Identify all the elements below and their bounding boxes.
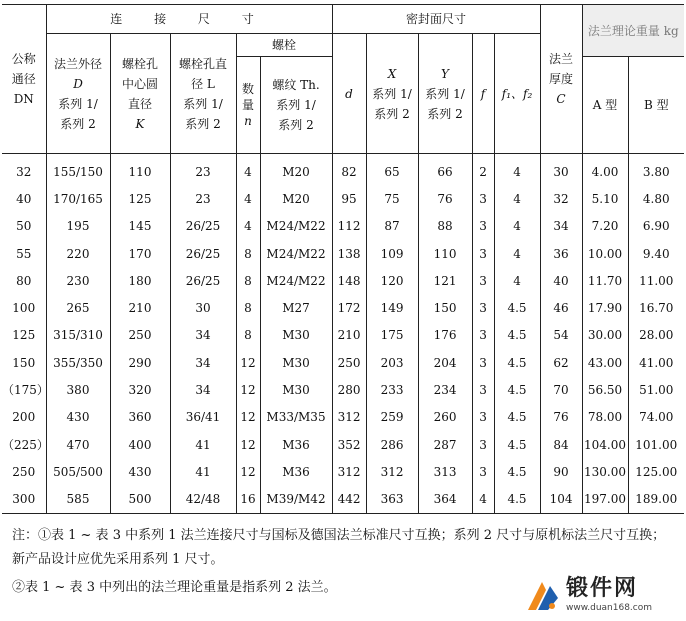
- cell-dn: 32: [16, 164, 32, 179]
- cell-thickness: 36: [540, 240, 582, 267]
- cell-seal-f: 3: [472, 376, 494, 403]
- cell-seal-d: 172: [332, 294, 366, 321]
- cell-dn: 200: [12, 410, 36, 425]
- cell-bolt-hole: 34: [170, 376, 236, 403]
- cell-bolt-circle: 145: [110, 213, 170, 240]
- cell-dn: 100: [12, 301, 36, 316]
- cell-seal-d: 250: [332, 349, 366, 376]
- cell-seal-x: 149: [366, 294, 418, 321]
- logo-name: 锻件网: [566, 576, 639, 601]
- cell-seal-x: 75: [366, 185, 418, 212]
- cell-seal-y: 110: [418, 240, 472, 267]
- cell-seal-f: 3: [472, 294, 494, 321]
- cell-thickness: 40: [540, 267, 582, 294]
- flange-spec-table: [2, 4, 684, 514]
- cell-bolt-qty: 8: [236, 267, 260, 294]
- table-row: [2, 404, 684, 431]
- cell-seal-d: 210: [332, 322, 366, 349]
- cell-weight-b: 51.00: [628, 376, 684, 403]
- cell-seal-f12: 4: [494, 213, 540, 240]
- cell-weight-a: 130.00: [582, 458, 628, 485]
- cell-dn: （175）: [2, 383, 49, 398]
- cell-seal-f: 3: [472, 349, 494, 376]
- table-row: [2, 240, 684, 267]
- cell-dn: 40: [16, 191, 32, 206]
- cell-seal-f: 3: [472, 240, 494, 267]
- table-row: [2, 267, 684, 294]
- cell-bolt-hole: 36/41: [170, 404, 236, 431]
- cell-dn: 50: [16, 219, 32, 234]
- cell-seal-d: 112: [332, 213, 366, 240]
- cell-weight-b: 6.90: [628, 213, 684, 240]
- site-logo: [522, 576, 684, 616]
- cell-bolt-hole: 41: [170, 431, 236, 458]
- cell-seal-f: 3: [472, 322, 494, 349]
- cell-seal-f: 3: [472, 213, 494, 240]
- logo-mark-icon: [522, 576, 562, 616]
- cell-flange-od: 155/150: [46, 154, 110, 186]
- cell-weight-a: 43.00: [582, 349, 628, 376]
- cell-bolt-thread: M20: [260, 185, 332, 212]
- cell-bolt-qty: 4: [236, 154, 260, 186]
- cell-seal-d: 280: [332, 376, 366, 403]
- cell-bolt-circle: 500: [110, 486, 170, 514]
- cell-bolt-qty: 4: [236, 185, 260, 212]
- header-flange-od: 法兰外径 D 系列 1/ 系列 2: [46, 34, 110, 154]
- cell-weight-b: 189.00: [628, 486, 684, 514]
- cell-seal-f12: 4.5: [494, 349, 540, 376]
- header-thickness: 法兰 厚度 C: [540, 5, 582, 154]
- cell-flange-od: 380: [46, 376, 110, 403]
- cell-weight-a: 5.10: [582, 185, 628, 212]
- cell-thickness: 90: [540, 458, 582, 485]
- cell-seal-y: 76: [418, 185, 472, 212]
- cell-flange-od: 170/165: [46, 185, 110, 212]
- cell-flange-od: 430: [46, 404, 110, 431]
- cell-seal-d: 312: [332, 458, 366, 485]
- table-row: [2, 322, 684, 349]
- table-body: [2, 154, 684, 514]
- cell-weight-b: 3.80: [628, 154, 684, 186]
- table-row: [2, 349, 684, 376]
- cell-seal-d: 312: [332, 404, 366, 431]
- table-row: [2, 185, 684, 212]
- cell-bolt-circle: 110: [110, 154, 170, 186]
- cell-seal-x: 87: [366, 213, 418, 240]
- cell-flange-od: 315/310: [46, 322, 110, 349]
- cell-seal-f: 3: [472, 431, 494, 458]
- cell-seal-y: 364: [418, 486, 472, 514]
- cell-seal-f12: 4: [494, 154, 540, 186]
- cell-weight-b: 101.00: [628, 431, 684, 458]
- cell-seal-f12: 4.5: [494, 322, 540, 349]
- cell-bolt-thread: M39/M42: [260, 486, 332, 514]
- cell-seal-f: 3: [472, 185, 494, 212]
- header-seal-group: 密封面尺寸: [332, 5, 540, 34]
- cell-bolt-qty: 4: [236, 213, 260, 240]
- table-row: [2, 486, 684, 514]
- cell-bolt-thread: M24/M22: [260, 240, 332, 267]
- cell-weight-b: 16.70: [628, 294, 684, 321]
- cell-bolt-hole: 30: [170, 294, 236, 321]
- cell-bolt-circle: 320: [110, 376, 170, 403]
- cell-seal-f12: 4: [494, 185, 540, 212]
- cell-seal-f12: 4.5: [494, 458, 540, 485]
- cell-thickness: 62: [540, 349, 582, 376]
- cell-bolt-hole: 34: [170, 349, 236, 376]
- cell-bolt-circle: 250: [110, 322, 170, 349]
- cell-dn: （225）: [2, 437, 49, 452]
- cell-bolt-hole: 26/25: [170, 213, 236, 240]
- cell-seal-x: 233: [366, 376, 418, 403]
- cell-thickness: 104: [540, 486, 582, 514]
- cell-seal-d: 352: [332, 431, 366, 458]
- cell-thickness: 34: [540, 213, 582, 240]
- cell-dn: 250: [12, 464, 36, 479]
- cell-flange-od: 470: [46, 431, 110, 458]
- header-x: X 系列 1/ 系列 2: [366, 34, 418, 154]
- header-bolt-thread: 螺纹 Th. 系列 1/ 系列 2: [260, 57, 332, 154]
- cell-seal-f: 3: [472, 267, 494, 294]
- cell-bolt-circle: 125: [110, 185, 170, 212]
- cell-seal-y: 88: [418, 213, 472, 240]
- cell-bolt-qty: 12: [236, 458, 260, 485]
- cell-bolt-hole: 41: [170, 458, 236, 485]
- cell-seal-f12: 4.5: [494, 431, 540, 458]
- cell-seal-f12: 4.5: [494, 376, 540, 403]
- cell-flange-od: 585: [46, 486, 110, 514]
- cell-thickness: 84: [540, 431, 582, 458]
- table-row: [2, 376, 684, 403]
- cell-flange-od: 220: [46, 240, 110, 267]
- cell-bolt-thread: M30: [260, 349, 332, 376]
- cell-seal-y: 176: [418, 322, 472, 349]
- cell-flange-od: 195: [46, 213, 110, 240]
- header-bolt-qty: 数 量 n: [236, 57, 260, 154]
- cell-weight-b: 74.00: [628, 404, 684, 431]
- cell-seal-d: 95: [332, 185, 366, 212]
- table-row: [2, 213, 684, 240]
- cell-weight-b: 11.00: [628, 267, 684, 294]
- table-row: [2, 458, 684, 485]
- cell-weight-a: 4.00: [582, 154, 628, 186]
- cell-seal-y: 287: [418, 431, 472, 458]
- cell-seal-x: 312: [366, 458, 418, 485]
- cell-flange-od: 230: [46, 267, 110, 294]
- cell-flange-od: 505/500: [46, 458, 110, 485]
- cell-seal-f: 4: [472, 486, 494, 514]
- cell-thickness: 30: [540, 154, 582, 186]
- header-nominal-diameter: 公称 通径 DN: [2, 5, 46, 154]
- header-f: f: [472, 34, 494, 154]
- cell-bolt-hole: 34: [170, 322, 236, 349]
- cell-seal-x: 259: [366, 404, 418, 431]
- cell-bolt-qty: 8: [236, 240, 260, 267]
- cell-flange-od: 265: [46, 294, 110, 321]
- cell-thickness: 46: [540, 294, 582, 321]
- cell-weight-a: 104.00: [582, 431, 628, 458]
- header-d: d: [332, 34, 366, 154]
- cell-bolt-circle: 400: [110, 431, 170, 458]
- cell-weight-b: 125.00: [628, 458, 684, 485]
- cell-bolt-thread: M36: [260, 431, 332, 458]
- cell-bolt-qty: 12: [236, 431, 260, 458]
- note-2: ②表 1 ~ 表 3 中列出的法兰理论重量是指系列 2 法兰。: [12, 580, 337, 595]
- cell-bolt-hole: 23: [170, 154, 236, 186]
- cell-seal-d: 148: [332, 267, 366, 294]
- cell-weight-b: 28.00: [628, 322, 684, 349]
- cell-thickness: 32: [540, 185, 582, 212]
- cell-seal-f12: 4: [494, 267, 540, 294]
- cell-bolt-thread: M30: [260, 376, 332, 403]
- cell-weight-a: 10.00: [582, 240, 628, 267]
- cell-weight-b: 9.40: [628, 240, 684, 267]
- cell-bolt-thread: M20: [260, 154, 332, 186]
- cell-bolt-circle: 290: [110, 349, 170, 376]
- cell-bolt-thread: M33/M35: [260, 404, 332, 431]
- cell-bolt-thread: M30: [260, 322, 332, 349]
- cell-seal-y: 234: [418, 376, 472, 403]
- cell-seal-x: 286: [366, 431, 418, 458]
- cell-seal-d: 138: [332, 240, 366, 267]
- cell-seal-x: 363: [366, 486, 418, 514]
- cell-dn: 150: [12, 355, 36, 370]
- header-type-a: A 型: [582, 57, 628, 154]
- cell-bolt-qty: 8: [236, 322, 260, 349]
- cell-thickness: 54: [540, 322, 582, 349]
- cell-dn: 125: [12, 328, 36, 343]
- header-bolt-hole: 螺栓孔直 径 L 系列 1/ 系列 2: [170, 34, 236, 154]
- cell-bolt-circle: 170: [110, 240, 170, 267]
- cell-thickness: 70: [540, 376, 582, 403]
- cell-bolt-qty: 8: [236, 294, 260, 321]
- cell-seal-x: 65: [366, 154, 418, 186]
- cell-seal-y: 313: [418, 458, 472, 485]
- cell-weight-a: 78.00: [582, 404, 628, 431]
- cell-weight-a: 197.00: [582, 486, 628, 514]
- cell-bolt-circle: 180: [110, 267, 170, 294]
- cell-bolt-circle: 430: [110, 458, 170, 485]
- cell-bolt-circle: 210: [110, 294, 170, 321]
- cell-bolt-hole: 26/25: [170, 240, 236, 267]
- cell-bolt-thread: M36: [260, 458, 332, 485]
- cell-seal-f12: 4.5: [494, 294, 540, 321]
- table-row: [2, 431, 684, 458]
- table-row: [2, 154, 684, 186]
- cell-weight-a: 11.70: [582, 267, 628, 294]
- cell-seal-f12: 4: [494, 240, 540, 267]
- cell-seal-x: 109: [366, 240, 418, 267]
- cell-weight-a: 17.90: [582, 294, 628, 321]
- note-1: 注：①表 1 ~ 表 3 中系列 1 法兰连接尺寸与国标及德国法兰标准尺寸互换；系列 2 尺寸与原机标法兰尺寸互换；新产品设计应优先采用系列 1 尺寸。: [12, 528, 666, 567]
- cell-seal-y: 204: [418, 349, 472, 376]
- header-connection-group: 连 接 尺 寸: [46, 5, 332, 34]
- cell-weight-a: 7.20: [582, 213, 628, 240]
- cell-seal-f12: 4.5: [494, 486, 540, 514]
- cell-bolt-hole: 23: [170, 185, 236, 212]
- cell-bolt-thread: M24/M22: [260, 267, 332, 294]
- header-theory-weight: 法兰理论重量 kg: [582, 5, 684, 57]
- cell-seal-f: 3: [472, 458, 494, 485]
- cell-weight-a: 56.50: [582, 376, 628, 403]
- table-row: [2, 294, 684, 321]
- cell-seal-d: 82: [332, 154, 366, 186]
- cell-weight-b: 41.00: [628, 349, 684, 376]
- header-type-b: B 型: [628, 57, 684, 154]
- cell-seal-y: 260: [418, 404, 472, 431]
- cell-seal-d: 442: [332, 486, 366, 514]
- cell-seal-f: 2: [472, 154, 494, 186]
- cell-bolt-qty: 12: [236, 376, 260, 403]
- cell-seal-f12: 4.5: [494, 404, 540, 431]
- cell-seal-x: 203: [366, 349, 418, 376]
- cell-seal-x: 175: [366, 322, 418, 349]
- cell-flange-od: 355/350: [46, 349, 110, 376]
- cell-seal-f: 3: [472, 404, 494, 431]
- header-y: Y 系列 1/ 系列 2: [418, 34, 472, 154]
- cell-bolt-hole: 26/25: [170, 267, 236, 294]
- cell-dn: 80: [16, 273, 32, 288]
- cell-bolt-qty: 12: [236, 404, 260, 431]
- cell-dn: 300: [2, 486, 46, 514]
- cell-thickness: 76: [540, 404, 582, 431]
- logo-url: www.duan168.com: [566, 603, 653, 613]
- cell-seal-x: 120: [366, 267, 418, 294]
- cell-dn: 55: [16, 246, 32, 261]
- cell-bolt-qty: 16: [236, 486, 260, 514]
- cell-weight-b: 4.80: [628, 185, 684, 212]
- header-bolt-circle: 螺栓孔 中心圆 直径 K: [110, 34, 170, 154]
- cell-bolt-hole: 42/48: [170, 486, 236, 514]
- header-f1-f2: f₁、f₂: [494, 34, 540, 154]
- cell-bolt-thread: M27: [260, 294, 332, 321]
- cell-weight-a: 30.00: [582, 322, 628, 349]
- cell-bolt-thread: M24/M22: [260, 213, 332, 240]
- cell-seal-y: 66: [418, 154, 472, 186]
- cell-seal-y: 150: [418, 294, 472, 321]
- cell-bolt-qty: 12: [236, 349, 260, 376]
- cell-seal-y: 121: [418, 267, 472, 294]
- cell-bolt-circle: 360: [110, 404, 170, 431]
- header-bolt: 螺栓: [236, 34, 332, 57]
